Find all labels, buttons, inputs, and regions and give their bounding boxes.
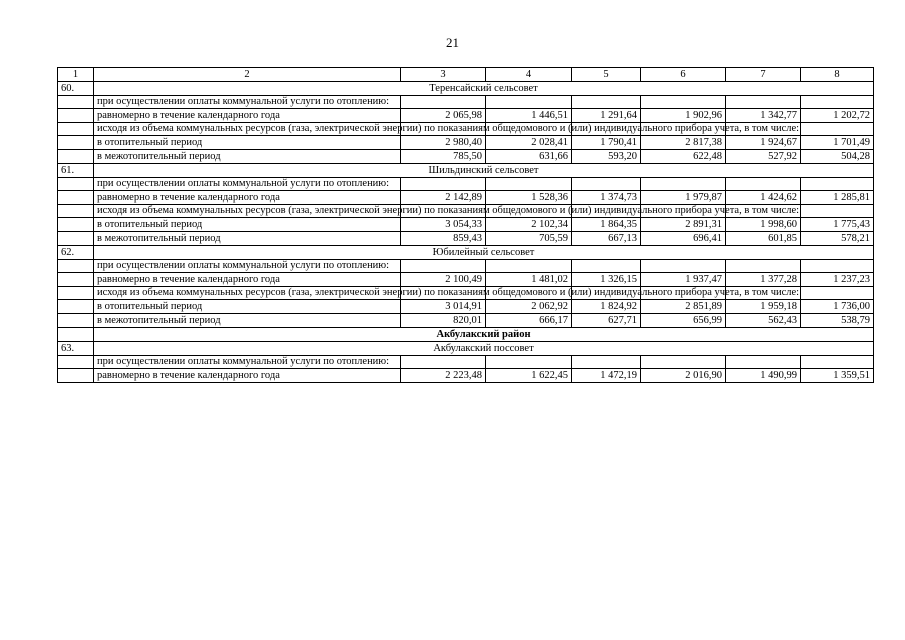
section-index: 62.: [58, 246, 94, 260]
value-cell: 2 062,92: [486, 300, 572, 314]
row-label: при осуществлении оплаты коммунальной услуги по отоплению:: [94, 178, 401, 191]
value-cell: 1 979,87: [641, 191, 726, 205]
index-cell: [58, 300, 94, 314]
value-cell: 527,92: [726, 150, 801, 164]
column-header: 1: [58, 68, 94, 82]
value-cell: 2 016,90: [641, 369, 726, 383]
value-cell: [486, 356, 572, 369]
value-cell: 1 472,19: [572, 369, 641, 383]
value-cell: 1 622,45: [486, 369, 572, 383]
value-cell: [726, 260, 801, 273]
value-cell: [641, 178, 726, 191]
index-cell: [58, 123, 94, 136]
value-cell: 1 202,72: [801, 109, 874, 123]
value-cell: [801, 123, 874, 136]
value-cell: 622,48: [641, 150, 726, 164]
value-cell: 1 342,77: [726, 109, 801, 123]
value-cell: [572, 260, 641, 273]
value-cell: 538,79: [801, 314, 874, 328]
value-cell: [641, 260, 726, 273]
index-cell: [58, 150, 94, 164]
value-cell: 859,43: [401, 232, 486, 246]
row-label: в отопительный период: [94, 136, 401, 150]
value-cell: 696,41: [641, 232, 726, 246]
column-header: 8: [801, 68, 874, 82]
value-cell: 1 291,64: [572, 109, 641, 123]
value-cell: 1 924,67: [726, 136, 801, 150]
value-cell: 1 326,15: [572, 273, 641, 287]
district-name: Акбулакский район: [94, 328, 874, 342]
row-label: в отопительный период: [94, 300, 401, 314]
value-cell: [801, 205, 874, 218]
value-cell: 1 377,28: [726, 273, 801, 287]
value-cell: 2 891,31: [641, 218, 726, 232]
section-index: 63.: [58, 342, 94, 356]
value-cell: 667,13: [572, 232, 641, 246]
section-name: Юбилейный сельсовет: [94, 246, 874, 260]
value-cell: 1 959,18: [726, 300, 801, 314]
column-header: 4: [486, 68, 572, 82]
table-row: [58, 260, 874, 273]
table-row: [58, 369, 874, 383]
row-label: в межотопительный период: [94, 150, 401, 164]
value-cell: [486, 178, 572, 191]
value-cell: 504,28: [801, 150, 874, 164]
row-label: равномерно в течение календарного года: [94, 273, 401, 287]
value-cell: 1 424,62: [726, 191, 801, 205]
table-row: [58, 287, 874, 300]
index-cell: [58, 369, 94, 383]
value-cell: 1 237,23: [801, 273, 874, 287]
value-cell: [801, 178, 874, 191]
row-label: равномерно в течение календарного года: [94, 191, 401, 205]
district-row: [58, 328, 874, 342]
value-cell: [401, 96, 486, 109]
value-cell: 2 028,41: [486, 136, 572, 150]
value-cell: [401, 356, 486, 369]
row-label: в межотопительный период: [94, 314, 401, 328]
index-cell: [58, 136, 94, 150]
value-cell: [641, 96, 726, 109]
section-index: 60.: [58, 82, 94, 96]
table-row: [58, 96, 874, 109]
index-cell: [58, 178, 94, 191]
value-cell: 705,59: [486, 232, 572, 246]
table-row: [58, 300, 874, 314]
row-label: при осуществлении оплаты коммунальной услуги по отоплению:: [94, 356, 401, 369]
value-cell: 2 100,49: [401, 273, 486, 287]
value-cell: 785,50: [401, 150, 486, 164]
index-cell: [58, 314, 94, 328]
index-cell: [58, 191, 94, 205]
section-name: Теренсайский сельсовет: [94, 82, 874, 96]
value-cell: 1 446,51: [486, 109, 572, 123]
section-header-row: [58, 246, 874, 260]
value-cell: [401, 178, 486, 191]
value-cell: 578,21: [801, 232, 874, 246]
value-cell: 2 817,38: [641, 136, 726, 150]
value-cell: [486, 96, 572, 109]
value-cell: 2 980,40: [401, 136, 486, 150]
section-name: Шильдинский сельсовет: [94, 164, 874, 178]
section-name: Акбулакский поссовет: [94, 342, 874, 356]
value-cell: [726, 178, 801, 191]
value-cell: 1 775,43: [801, 218, 874, 232]
table-row: [58, 178, 874, 191]
column-header: 5: [572, 68, 641, 82]
page-number: 21: [446, 35, 459, 50]
table-row: [58, 150, 874, 164]
tariff-table: [57, 67, 874, 383]
index-cell: [58, 109, 94, 123]
value-cell: 1 481,02: [486, 273, 572, 287]
value-cell: 1 864,35: [572, 218, 641, 232]
table-row: [58, 123, 874, 136]
index-cell: [58, 260, 94, 273]
row-label: при осуществлении оплаты коммунальной услуги по отоплению:: [94, 96, 401, 109]
value-cell: [726, 96, 801, 109]
value-cell: 2 102,34: [486, 218, 572, 232]
value-cell: 1 937,47: [641, 273, 726, 287]
section-header-row: [58, 342, 874, 356]
section-header-row: [58, 82, 874, 96]
row-label: в отопительный период: [94, 218, 401, 232]
value-cell: 562,43: [726, 314, 801, 328]
value-cell: [801, 260, 874, 273]
value-cell: 1 359,51: [801, 369, 874, 383]
value-cell: 2 065,98: [401, 109, 486, 123]
index-cell: [58, 205, 94, 218]
value-cell: [801, 287, 874, 300]
value-cell: [641, 356, 726, 369]
index-cell: [58, 218, 94, 232]
table-body: [58, 68, 874, 383]
header-row: [58, 68, 874, 82]
value-cell: 2 851,89: [641, 300, 726, 314]
index-cell: [58, 328, 94, 342]
value-cell: 1 736,00: [801, 300, 874, 314]
table-row: [58, 232, 874, 246]
value-cell: [726, 356, 801, 369]
value-cell: [572, 96, 641, 109]
value-cell: 1 824,92: [572, 300, 641, 314]
value-cell: [486, 260, 572, 273]
column-header: 3: [401, 68, 486, 82]
section-index: 61.: [58, 164, 94, 178]
index-cell: [58, 287, 94, 300]
value-cell: [401, 260, 486, 273]
value-cell: 666,17: [486, 314, 572, 328]
value-cell: 1 998,60: [726, 218, 801, 232]
column-header: 6: [641, 68, 726, 82]
column-header: 7: [726, 68, 801, 82]
value-cell: 1 790,41: [572, 136, 641, 150]
value-cell: 656,99: [641, 314, 726, 328]
table-row: [58, 314, 874, 328]
table-row: [58, 109, 874, 123]
value-cell: 1 701,49: [801, 136, 874, 150]
row-label: исходя из объема коммунальных ресурсов (газа, электрической энергии) по показаниям общедомового и (или) индивидуального прибора учета, в том числе:: [94, 123, 401, 136]
value-cell: 2 223,48: [401, 369, 486, 383]
value-cell: 1 374,73: [572, 191, 641, 205]
value-cell: 593,20: [572, 150, 641, 164]
index-cell: [58, 232, 94, 246]
table-row: [58, 218, 874, 232]
index-cell: [58, 96, 94, 109]
section-header-row: [58, 164, 874, 178]
value-cell: [572, 178, 641, 191]
value-cell: 1 902,96: [641, 109, 726, 123]
table-row: [58, 205, 874, 218]
row-label: при осуществлении оплаты коммунальной услуги по отоплению:: [94, 260, 401, 273]
row-label: в межотопительный период: [94, 232, 401, 246]
table-row: [58, 273, 874, 287]
value-cell: [801, 356, 874, 369]
table-row: [58, 136, 874, 150]
value-cell: 1 490,99: [726, 369, 801, 383]
column-header: 2: [94, 68, 401, 82]
value-cell: 1 528,36: [486, 191, 572, 205]
row-label: равномерно в течение календарного года: [94, 369, 401, 383]
value-cell: [572, 356, 641, 369]
row-label: равномерно в течение календарного года: [94, 109, 401, 123]
index-cell: [58, 273, 94, 287]
value-cell: 3 054,33: [401, 218, 486, 232]
index-cell: [58, 356, 94, 369]
value-cell: 820,01: [401, 314, 486, 328]
value-cell: 1 285,81: [801, 191, 874, 205]
row-label: исходя из объема коммунальных ресурсов (газа, электрической энергии) по показаниям общедомового и (или) индивидуального прибора учета, в том числе:: [94, 205, 401, 218]
value-cell: 601,85: [726, 232, 801, 246]
value-cell: 631,66: [486, 150, 572, 164]
table-row: [58, 356, 874, 369]
row-label: исходя из объема коммунальных ресурсов (газа, электрической энергии) по показаниям общедомового и (или) индивидуального прибора учета, в том числе:: [94, 287, 401, 300]
value-cell: 627,71: [572, 314, 641, 328]
value-cell: 2 142,89: [401, 191, 486, 205]
value-cell: 3 014,91: [401, 300, 486, 314]
table-row: [58, 191, 874, 205]
value-cell: [801, 96, 874, 109]
